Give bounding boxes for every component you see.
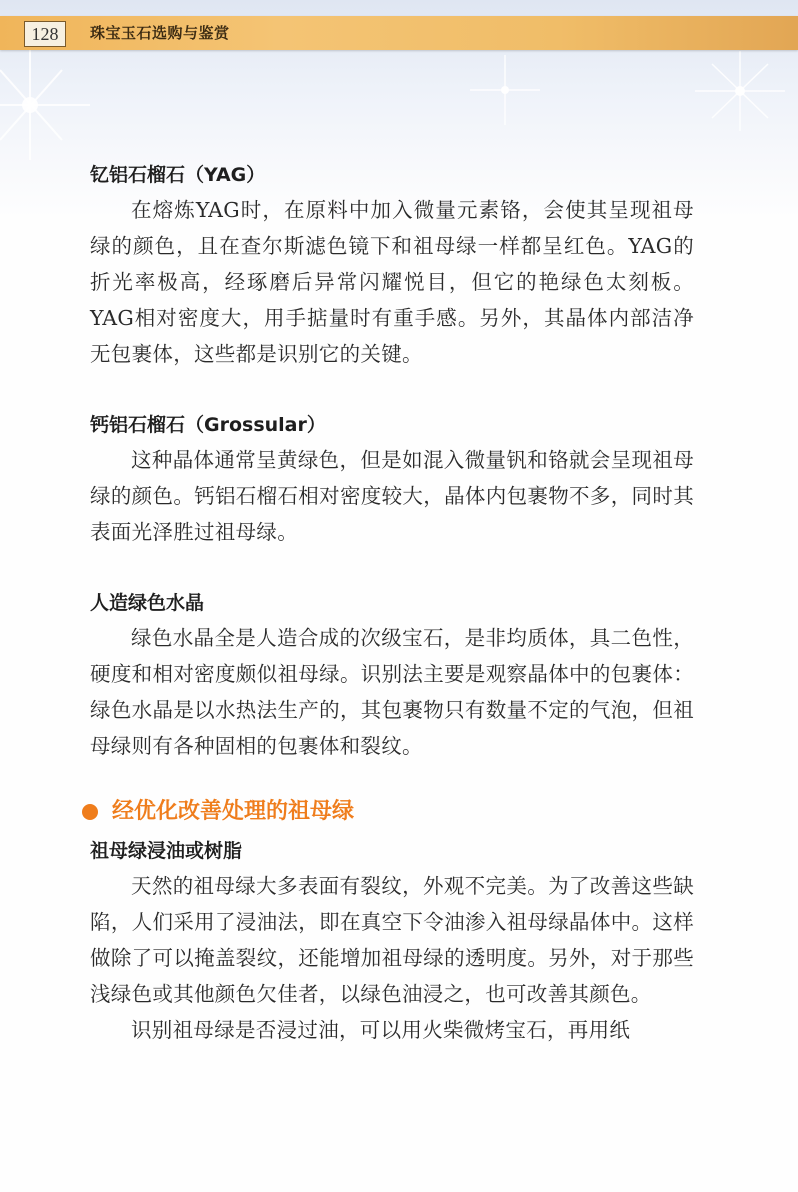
main-section-title: 经优化改善处理的祖母绿 [112,799,355,824]
page-number: 128 [24,21,66,47]
paragraph: 识别祖母绿是否浸过油，可以用火柴微烤宝石，再用纸 [131,1018,631,1042]
section-title: 钙铝石榴石（Grossular） [90,414,326,436]
section-grossular [90,410,694,550]
section-title: 人造绿色水晶 [90,592,205,614]
bullet-dot-icon [82,804,98,820]
subsection-title: 祖母绿浸油或树脂 [90,840,243,862]
paragraph: 天然的祖母绿大多表面有裂纹，外观不完美。为了改善这些缺陷，人们采用了浸油法，即在真空下令油渗入祖母绿晶体中。这样做除了可以掩盖裂纹，还能增加祖母绿的透明度。另外，对于那些浅绿色或其他颜色欠佳者，以绿色油浸之，也可改善其颜色。 [90,874,694,1006]
paragraph: 绿色水晶全是人造合成的次级宝石，是非均质体，具二色性，硬度和相对密度颇似祖母绿。识别法主要是观察晶体中的包裹体：绿色水晶是以水热法生产的，其包裹物只有数量不定的气泡，但祖母绿则有各种固相的包裹体和裂纹。 [90,626,694,758]
section-oil-resin [90,836,694,1048]
paragraph: 在熔炼YAG时，在原料中加入微量元素铬，会使其呈现祖母绿的颜色，且在查尔斯滤色镜下和祖母绿一样都呈红色。YAG的折光率极高，经琢磨后异常闪耀悦目，但它的艳绿色太刻板。YAG相对密度大，用手掂量时有重手感。另外，其晶体内部洁净无包裹体，这些都是识别它的关键。 [90,198,694,366]
main-section-heading [82,792,694,832]
section-title: 钇铝石榴石（YAG） [90,164,266,186]
section-synthetic-quartz [90,588,694,764]
running-title: 珠宝玉石选购与鉴赏 [90,24,230,42]
page-content [90,160,694,1048]
paragraph: 这种晶体通常呈黄绿色，但是如混入微量钒和铬就会呈现祖母绿的颜色。钙铝石榴石相对密度较大，晶体内包裹物不多，同时其表面光泽胜过祖母绿。 [90,448,694,544]
section-yag [90,160,694,372]
